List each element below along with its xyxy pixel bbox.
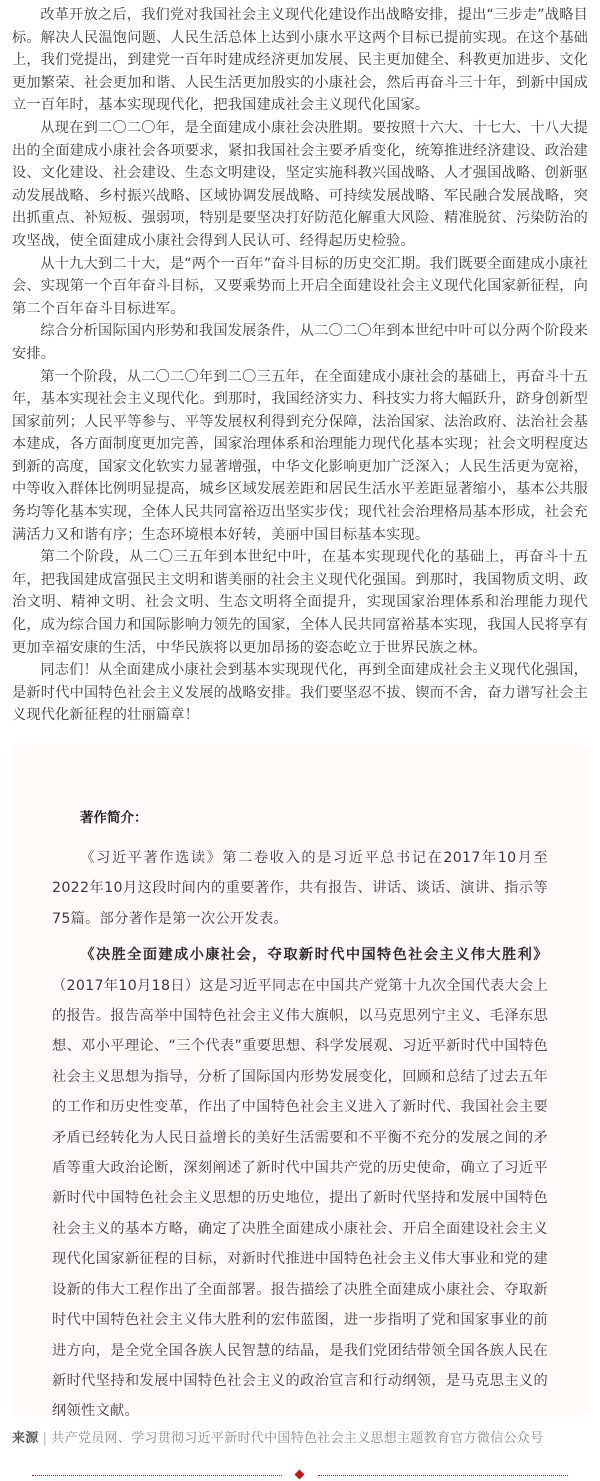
source-line <box>12 1429 588 1449</box>
diamond-icon <box>295 1470 305 1480</box>
article-body <box>12 4 588 727</box>
divider-line-right <box>318 1475 568 1476</box>
divider-line-left <box>32 1475 282 1476</box>
work-intro-box <box>12 745 588 1420</box>
paragraph: 第二个阶段，从二〇三五年到本世纪中叶，在基本实现现代化的基础上，再奋斗十五年，把我国建成富强民主文明和谐美丽的社会主义现代化强国。到那时，我国物质文明、政治文明、精神文明、社会文明、生态文明将全面提升，实现国家治理体系和治理能力现代化，成为综合国力和国际影响力领先的国家，全体人民共同富裕基本实现，我国人民将享有更加幸福安康的生活，中华民族将以更加昂扬的姿态屹立于世界民族之林。 <box>12 549 588 656</box>
work-description: （2017年10月18日）这是习近平同志在中国共产党第十九次全国代表大会上的报告。报告高举中国特色社会主义伟大旗帜，以马克思列宁主义、毛泽东思想、邓小平理论、“三个代表”重要思想、科学发展观、习近平新时代中国特色社会主义思想为指导，分析了国际国内形势发展变化，回顾和总结了过去五年的工作和历史性变革，作出了中国特色社会主义进入了新时代、我国社会主要矛盾已经转化为人民日益增长的美好生活需要和不平衡不充分的发展之间的矛盾等重大政治论断，深刻阐述了新时代中国共产党的历史使命，确立了习近平新时代中国特色社会主义思想的历史地位，提出了新时代坚持和发展中国特色社会主义的基本方略，确定了决胜全面建成小康社会、开启全面建设社会主义现代化国家新征程的目标，对新时代推进中国特色社会主义伟大事业和党的建设新的伟大工程作出了全面部署。报告描绘了决胜全面建成小康社会、夺取新时代中国特色社会主义伟大胜利的宏伟蓝图，进一步指明了党和国家事业的前进方向，是全党全国各族人民智慧的结晶，是我们党团结带领全国各族人民在新时代坚持和发展中国特色社会主义的政治宣言和行动纲领，是马克思主义的纲领性文献。 <box>52 977 548 1420</box>
intro-summary: 《习近平著作选读》第二卷收入的是习近平总书记在2017年10月至2022年10月这段时间内的重要著作，共有报告、讲话、谈话、演讲、指示等75篇。部分著作是第一次公开发表。 <box>52 850 548 927</box>
end-divider <box>20 1469 580 1481</box>
source-separator: | <box>42 1431 48 1446</box>
paragraph: 从十九大到二十大，是“两个一百年”奋斗目标的历史交汇期。我们既要全面建成小康社会、实现第一个百年奋斗目标，又要乘势而上开启全面建设社会主义现代化国家新征程，向第二个百年奋斗目标进军。 <box>12 255 588 317</box>
source-text: 共产党员网、学习贯彻习近平新时代中国特色社会主义思想主题教育官方微信公众号 <box>51 1431 544 1446</box>
source-label: 来源 <box>12 1431 39 1446</box>
paragraph: 第一个阶段，从二〇二〇年到二〇三五年，在全面建成小康社会的基础上，再奋斗十五年，基本实现社会主义现代化。到那时，我国经济实力、科技实力将大幅跃升，跻身创新型国家前列；人民平等参与、平等发展权利得到充分保障，法治国家、法治政府、法治社会基本建成，各方面制度更加完善，国家治理体系和治理能力现代化基本实现；社会文明程度达到新的高度，国家文化软实力显著增强，中华文化影响更加广泛深入；人民生活更为宽裕，中等收入群体比例明显提高，城乡区域发展差距和居民生活水平差距显著缩小，基本公共服务均等化基本实现，全体人民共同富裕迈出坚实步伐；现代社会治理格局基本形成，社会充满活力又和谐有序；生态环境根本好转，美丽中国目标基本实现。 <box>12 368 588 543</box>
paragraph: 同志们！从全面建成小康社会到基本实现现代化，再到全面建成社会主义现代化强国，是新时代中国特色社会主义发展的战略安排。我们要坚忍不拔、锲而不舍，奋力谱写社会主义现代化新征程的壮丽篇章！ <box>12 662 588 724</box>
work-title: 《决胜全面建成小康社会，夺取新时代中国特色社会主义伟大胜利》 <box>80 947 548 964</box>
paragraph: 从现在到二〇二〇年，是全面建成小康社会决胜期。要按照十六大、十七大、十八大提出的全面建成小康社会各项要求，紧扣我国社会主要矛盾变化，统筹推进经济建设、政治建设、文化建设、社会建设、生态文明建设，坚定实施科教兴国战略、人才强国战略、创新驱动发展战略、乡村振兴战略、区域协调发展战略、可持续发展战略、军民融合发展战略，突出抓重点、补短板、强弱项，特别是要坚决打好防范化解重大风险、精准脱贫、污染防治的攻坚战，使全面建成小康社会得到人民认可、经得起历史检验。 <box>12 119 588 249</box>
work-entry <box>52 940 548 1427</box>
intro-heading: 著作简介： <box>80 810 148 826</box>
paragraph: 综合分析国际国内形势和我国发展条件，从二〇二〇年到本世纪中叶可以分两个阶段来安排。 <box>12 323 588 362</box>
paragraph: 改革开放之后，我们党对我国社会主义现代化建设作出战略安排，提出“三步走”战略目标。解决人民温饱问题、人民生活总体上达到小康水平这两个目标已提前实现。在这个基础上，我们党提出，到建党一百年时建成经济更加发展、民主更加健全、科教更加进步、文化更加繁荣、社会更加和谐、人民生活更加殷实的小康社会，然后再奋斗三十年，到新中国成立一百年时，基本实现现代化，把我国建成社会主义现代化国家。 <box>12 7 588 114</box>
